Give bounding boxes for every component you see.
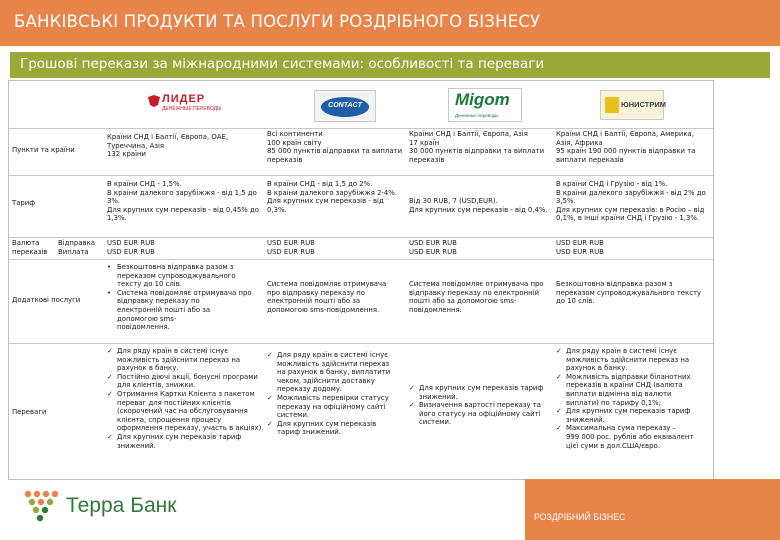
list-item: ✓ Для крупних сум переказів тариф знижений.: [107, 432, 242, 450]
migom-logo-tagline: Денежные переводы: [455, 113, 499, 118]
row-divider: [9, 259, 713, 260]
bank-name: Терра Банк: [66, 494, 177, 517]
list-item: ✓ Визначення вартості переказу та його статусу на офіційному сайті системи.: [409, 401, 541, 427]
contact-logo-name: CONTACT: [328, 102, 362, 109]
list-item: ✓ Можливість перевірки статусу переказу на офіційному сайті системи.: [267, 393, 389, 420]
row-divider: [9, 343, 713, 344]
migom-logo-name: Migom: [455, 90, 510, 109]
page-subtitle: Грошові перекази за міжнародними системами: особливості та переваги: [20, 56, 545, 72]
terra-bank-emblem-icon: [20, 488, 62, 526]
currency-lider-cell: USD EUR RUB USD EUR RUB: [107, 239, 155, 256]
list-item: ✓ Для крупних сум переказів тариф знижений.: [556, 407, 691, 424]
subtitle-bar: [10, 52, 770, 78]
services-migom-cell: Система повідомляє отримувача про відправку переказу по електронній пошті або за допомогою sms- повідомлення.: [409, 280, 544, 314]
list-item: ✓ Для крупних сум переказів тариф знижений.: [409, 384, 544, 401]
points-migom-cell: Країни СНД і Балтії, Європа, Азія 17 країн 30 000 пунктів відправки та виплати переказів: [409, 130, 545, 164]
lider-logo-name: ЛИДЕР: [162, 93, 206, 105]
list-item: ✓ Постійно діючі акції, бонусні програми для клієнтів, знижки.: [107, 372, 258, 390]
header-bar: [0, 0, 780, 46]
advantages-contact-cell: [267, 351, 390, 437]
list-item: ✓ Для ряду країн в системі існує можливість здійснити переказ на рахунок в банку, виплатити чеком, здійснити доставку переказу додому.: [267, 351, 391, 394]
list-item: ✓ Для ряду країн в системі існує можливість здійснити переказ на рахунок в банку.: [556, 347, 690, 373]
list-item: • Безкоштовна відправка разом з переказом супроводжувального тексту до 10 слів.: [107, 263, 236, 289]
footer-section-label: РОЗДРІБНИЙ БІЗНЕС: [534, 512, 626, 522]
row-label-tariff: Тариф: [12, 199, 36, 207]
services-unistream-cell: Безкоштовна відправка разом з переказом супроводжувального тексту до 10 слів.: [556, 280, 702, 306]
tariff-migom-cell: Від 30 RUB, 7 (USD,EUR). Для крупних сум переказів - від 0,4%.: [409, 197, 548, 214]
lider-emblem-icon: [148, 95, 160, 107]
points-lider-cell: Країни СНД і Балтії, Європа, ОАЕ, Туреччина, Азія 132 країни: [107, 133, 229, 159]
list-item: ✓ Можливість відправки біланотних переказів в країни СНД (валюта виплати відмінна від валюти виплати) по тарифу 0,1%;: [556, 372, 691, 407]
footer-band: [525, 479, 780, 540]
list-item: • Система повідомляє отримувача про відправку переказу по електронній пошті або за допомогою sms- повідомлення.: [107, 288, 252, 332]
page-title: БАНКІВСЬКІ ПРОДУКТИ ТА ПОСЛУГИ РОЗДРІБНОГО БІЗНЕСУ: [14, 12, 541, 31]
row-label-advantages: Переваги: [12, 408, 47, 416]
currency-migom-cell: USD EUR RUB USD EUR RUB: [409, 239, 457, 256]
row-label-currency: Валюта переказів: [12, 239, 48, 256]
contact-logo: [314, 90, 376, 122]
row-label-services: Додаткові послуги: [12, 296, 81, 304]
points-unistream-cell: Країни СНД і Балтії, Європа, Америка, Азія, Африка 95 країн 190 000 пунктів відправки та виплати переказів: [556, 130, 696, 164]
row-divider: [9, 175, 713, 176]
lider-logo: [148, 93, 224, 119]
currency-contact-cell: USD EUR RUB USD EUR RUB: [267, 239, 315, 256]
tariff-lider-cell: В країни СНД - 1,5%. В країни далекого зарубіжжя - від 1,5 до 3%. Для крупних сум переказів - від 0,45% до 1,3%.: [107, 180, 259, 223]
advantages-lider-cell: [107, 347, 264, 450]
unistream-logo: [600, 90, 664, 120]
lider-logo-tagline: ДЕНЕЖНЫЕ ПЕРЕВОДЫ: [162, 106, 222, 112]
row-label-points: Пункти та країни: [12, 146, 75, 154]
row-divider: [9, 128, 713, 129]
points-contact-cell: Всі континенти 100 країн світу 85 000 пунктів відправки та виплати переказів: [267, 130, 403, 164]
advantages-migom-cell: [409, 384, 543, 427]
tariff-contact-cell: В країни СНД - від 1,5 до 2%. В країни далекого зарубіжжя 2-4%. Для крупних сум переказів - від 0,3%.: [267, 180, 398, 214]
services-contact-cell: Система повідомляє отримувача про відправку переказу по електронній пошті або за допомогою sms-повідомлення.: [267, 280, 387, 314]
advantages-unistream-cell: [556, 347, 693, 450]
terra-bank-logo: [20, 488, 190, 528]
unistream-emblem-icon: [605, 97, 619, 113]
list-item: ✓ Максимальна сума переказу – 999 000 рос. рублів або еквівалент цієї суми в дол.США/євро.: [556, 424, 694, 450]
migom-logo: [448, 88, 522, 122]
list-item: ✓ Отримання Картки Клієнта з пакетом переваг для постійних клієнтів (скорочений час на обслуговування клієнта, спрощення процесу оформлення переказу, участь в акціях).: [107, 389, 264, 433]
list-item: ✓ Для крупних сум переказів тариф знижений.: [267, 419, 377, 437]
unistream-logo-name: ЮНИСТРИМ: [621, 100, 666, 109]
list-item: ✓ Для ряду країн в системі існує можливість здійснити переказ на рахунок в банку.: [107, 347, 241, 373]
currency-unistream-cell: USD EUR RUB USD EUR RUB: [556, 239, 604, 256]
tariff-unistream-cell: В країни СНД і Грузію - від 1%. В країни далекого зарубіжжя - від 2% до 3,5%. Для крупних сум переказів: в Росію – від 0,1%, в інші країни СНД і Грузію - 1,3%.: [556, 180, 706, 223]
services-lider-cell: [107, 263, 252, 332]
row-divider: [9, 237, 713, 238]
row-label-currency-sub: Відправка Виплата: [58, 239, 95, 256]
